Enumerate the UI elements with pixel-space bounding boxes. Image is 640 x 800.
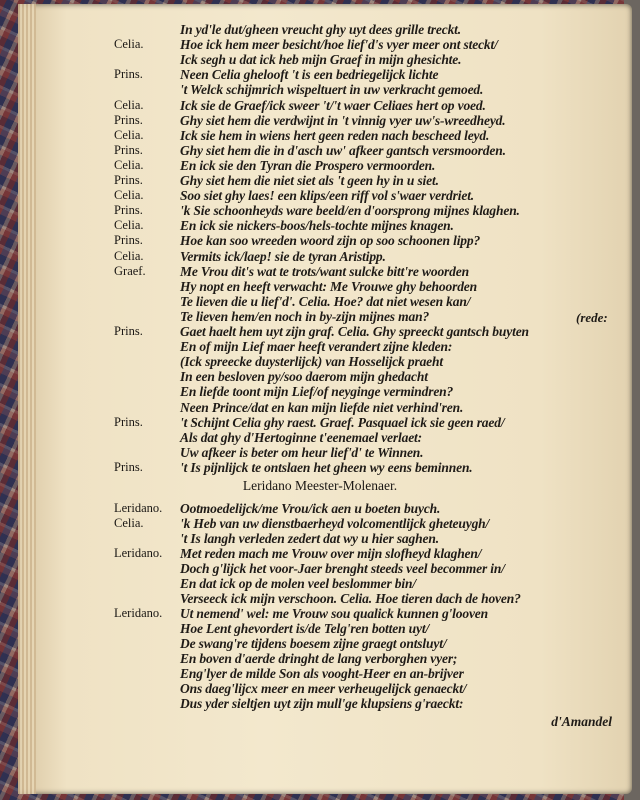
verse-text: Neen Prince/dat en kan mijn liefde niet verhind'ren. (180, 399, 464, 415)
verse-line (0, 445, 640, 461)
speaker-name: Celia. (114, 248, 144, 263)
margin-overflow-note: (rede: (576, 310, 608, 325)
verse-text: Hy nopt en heeft verwacht: Me Vrouwe ghy behoorden (180, 278, 477, 294)
speaker-name: Celia. (114, 97, 144, 112)
section-heading: Leridano Meester-Molenaer. (242, 478, 398, 493)
verse-line (0, 233, 640, 249)
verse-text: Neen Celia ghelooft 't is een bedriegelijck lichte (180, 67, 439, 83)
verse-line (0, 279, 640, 295)
verse-text: In yd'le dut/gheen vreucht ghy uyt dees grille treckt. (180, 22, 462, 37)
speaker-name: Prins. (114, 142, 143, 157)
verse-text: En ick sie nickers-boos/hels-tochte mijnes knagen. (180, 218, 454, 234)
verse-line (0, 22, 640, 38)
verse-line (0, 339, 640, 355)
speaker-name: Celia. (114, 127, 144, 142)
verse-text: In een besloven py/soo daerom mijn ghedacht (180, 369, 428, 385)
verse-line (0, 294, 640, 310)
verse-text: De swang're tijdens boesem zijne graegt ontsluyt/ (180, 636, 447, 651)
verse-text: Te lieven die u lief'd'. Celia. Hoe? dat niet wesen kan/ (180, 293, 471, 309)
verse-line (0, 415, 640, 431)
verse-text: En liefde toont mijn Lief/of neyginge vermindren? (180, 384, 454, 400)
verse-line (0, 681, 640, 697)
verse-text: Als dat ghy d'Hertoginne t'eenemael verlaet: (180, 429, 422, 445)
verse-line (0, 430, 640, 446)
verse-line (0, 384, 640, 400)
speaker-name: Celia. (114, 37, 144, 52)
speaker-name: Celia. (114, 516, 144, 530)
verse-line (0, 636, 640, 652)
verse-line (0, 113, 640, 129)
verse-line (0, 143, 640, 159)
verse-line (0, 666, 640, 682)
verse-text: Ootmoedelijck/me Vrou/ick aen u boeten buych. (180, 501, 441, 516)
verse-line (0, 621, 640, 637)
verse-text: 't Is langh verleden zedert dat wy u hier saghen. (180, 531, 439, 546)
verse-line (0, 264, 640, 280)
catchword: d'Amandel (551, 714, 612, 729)
verse-text: 'k Heb van uw dienstbaerheyd volcomentlijck gheteuygh/ (180, 516, 490, 531)
verse-line (0, 576, 640, 592)
verse-text: Ghy siet hem die niet siet als 't geen hy in u siet. (180, 173, 439, 188)
speaker-name: Prins. (114, 414, 143, 429)
verse-line (0, 218, 640, 234)
verse-text: Doch g'lijck het voor-Jaer brenght steeds veel becommer in/ (180, 561, 505, 576)
speaker-name: Celia. (114, 157, 144, 172)
verse-text: Hoe Lent ghevordert is/de Telg'ren botten uyt/ (180, 621, 430, 636)
verse-text: Ghy siet hem die in d'asch uw' afkeer gantsch versmoorden. (180, 142, 506, 158)
verse-text: 't Welck schijmrich wispeltuert in uw verkracht gemoed. (180, 82, 484, 98)
verse-line (0, 591, 640, 607)
verse-text: Vermits ick/laep! sie de tyran Aristipp. (180, 248, 386, 264)
verse-text: Verseeck ick mijn verschoon. Celia. Hoe tieren dach de hoven? (180, 591, 521, 606)
verse-text: Ick segh u dat ick heb mijn Graef in mijn ghesichte. (180, 52, 462, 68)
speaker-name: Celia. (114, 188, 144, 203)
verse-text: Ons daeg'lijcx meer en meer verheugelijck genaeckt/ (180, 681, 467, 696)
speaker-name: Leridano. (114, 501, 163, 515)
verse-line (0, 67, 640, 83)
verse-line (0, 82, 640, 98)
verse-text: En ick sie den Tyran die Prospero vermoorden. (180, 157, 436, 173)
verse-line (0, 400, 640, 416)
speaker-name: Leridano. (114, 546, 163, 560)
verse-text: Me Vrou dit's wat te trots/want sulcke bitt're woorden (180, 263, 469, 279)
verse-line (0, 606, 640, 622)
verse-line (0, 188, 640, 204)
verse-text: En of mijn Lief maer heeft verandert zijne kleden: (180, 339, 453, 355)
verse-line (0, 546, 640, 562)
speaker-name: Prins. (114, 203, 143, 218)
speaker-name: Prins. (114, 67, 143, 82)
verse-text: 't Schijnt Celia ghy raest. Graef. Pasquael ick sie geen raed/ (180, 414, 505, 430)
verse-line (0, 324, 640, 340)
verse-line (0, 561, 640, 577)
verse-text: Eng'lyer de milde Son als vooght-Heer en an-brijver (180, 666, 464, 681)
verse-line (0, 309, 640, 325)
verse-line (0, 516, 640, 532)
verse-text: 't Is pijnlijck te ontslaen het gheen wy eens beminnen. (180, 459, 473, 475)
verse-line (0, 98, 640, 114)
speaker-name: Prins. (114, 459, 143, 474)
verse-line (0, 173, 640, 189)
speaker-name: Prins. (114, 112, 143, 127)
speaker-name: Graef. (114, 263, 146, 278)
verse-text: (Ick spreecke duysterlijck) van Hosselijck praeht (180, 354, 443, 370)
speaker-name: Celia. (114, 218, 144, 233)
verse-text: Dus yder sieltjen uyt zijn mull'ge klupsiens g'raeckt: (180, 696, 464, 711)
verse-line (0, 203, 640, 219)
verse-text: Ick sie hem in wiens hert geen reden nach bescheed leyd. (180, 127, 490, 143)
verse-text: Hoe kan soo wreeden woord zijn op soo schoonen lipp? (180, 233, 481, 249)
speaker-name: Prins. (114, 233, 143, 248)
verse-line (0, 128, 640, 144)
verse-line (0, 354, 640, 370)
verse-text: Ick sie de Graef/ick sweer 't/'t waer Celiaes hert op voed. (180, 97, 486, 113)
verse-line (0, 369, 640, 385)
verse-text: En dat ick op de molen veel beslommer bin/ (180, 576, 416, 591)
verse-text: Gaet haelt hem uyt zijn graf. Celia. Ghy spreeckt gantsch buyten (180, 324, 529, 339)
verse-text: Met reden mach me Vrouw over mijn slofheyd klaghen/ (180, 546, 482, 561)
verse-line (0, 37, 640, 53)
verse-line (0, 696, 640, 712)
verse-text: Soo siet ghy laes! een klips/een riff vol s'waer verdriet. (180, 188, 475, 204)
verse-line (0, 460, 640, 476)
verse-text: Hoe ick hem meer besicht/hoe lief'd's vyer meer ont steckt/ (180, 37, 498, 53)
verse-text: En boven d'aerde dringht de lang verborghen vyer; (180, 651, 458, 666)
speaker-name: Prins. (114, 324, 143, 338)
verse-line (0, 249, 640, 265)
verse-text: 'k Sie schoonheyds ware beeld/en d'oorsprong mijnes klaghen. (180, 203, 520, 219)
speaker-name: Leridano. (114, 606, 163, 620)
verse-line (0, 158, 640, 174)
verse-line (0, 52, 640, 68)
verse-line (0, 651, 640, 667)
verse-line (0, 531, 640, 547)
verse-text: Ghy siet hem die verdwijnt in 't vinnig vyer uw's-wreedheyd. (180, 112, 506, 128)
verse-text: Uw afkeer is beter om heur lief'd' te Winnen. (180, 444, 424, 460)
verse-text: Te lieven hem/en noch in by-zijn mijnes man? (180, 308, 430, 324)
verse-line (0, 501, 640, 517)
verse-text: Ut nemend' wel: me Vrouw sou qualick kunnen g'looven (180, 606, 488, 621)
speaker-name: Prins. (114, 173, 143, 187)
